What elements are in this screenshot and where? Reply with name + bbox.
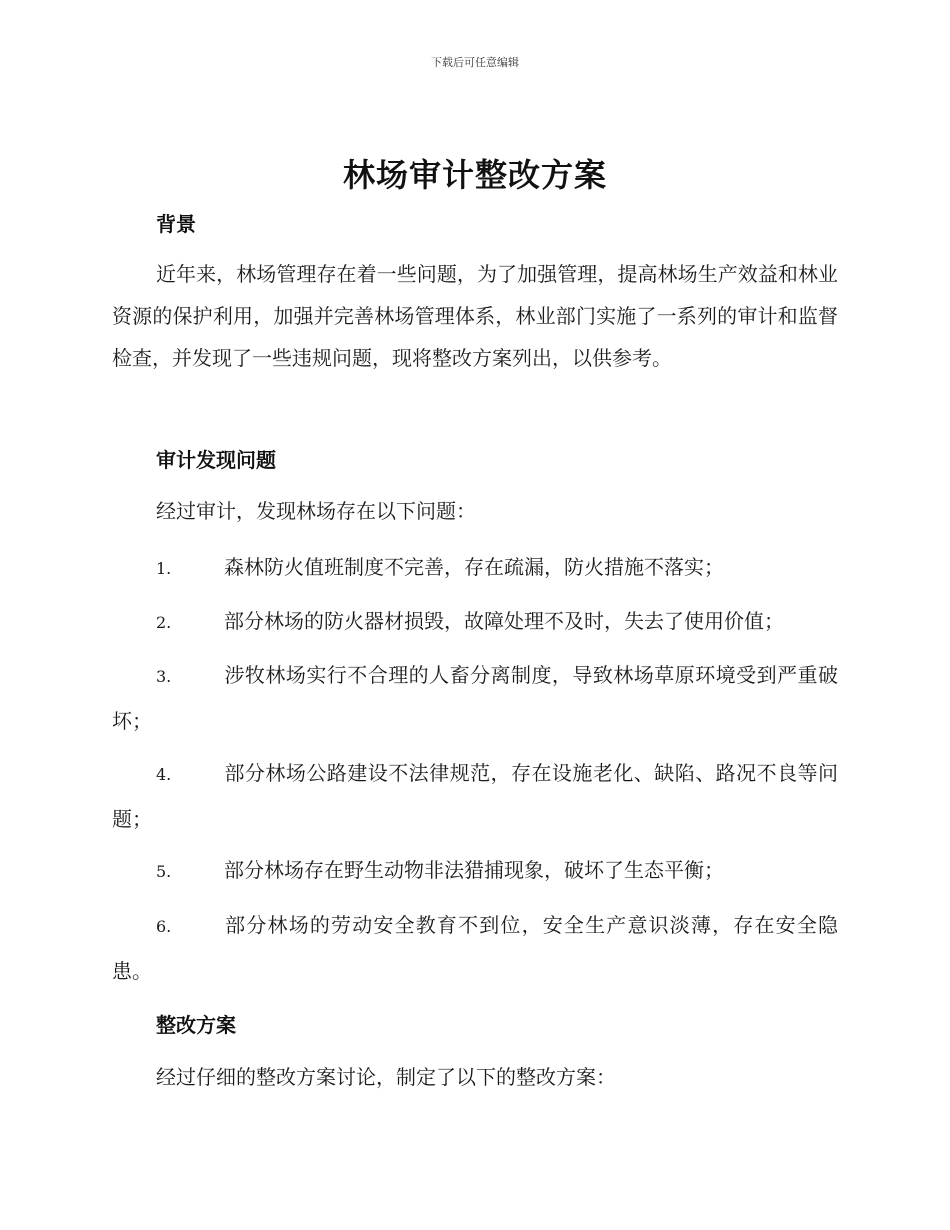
finding-item-number: 1.	[156, 559, 172, 578]
finding-item-text: 森林防火值班制度不完善，存在疏漏，防火措施不落实；	[224, 555, 724, 579]
finding-item-number: 3.	[156, 667, 172, 686]
background-paragraph: 近年来，林场管理存在着一些问题，为了加强管理，提高林场生产效益和林业资源的保护利用，加强并完善林场管理体系，林业部门实施了一系列的审计和监督检查，并发现了一些违规问题，现将整改方案列出，以供参考。	[112, 262, 838, 370]
finding-item-6	[112, 903, 838, 993]
finding-item-1	[112, 545, 838, 591]
finding-item-number: 2.	[156, 613, 172, 632]
section-heading-rectification: 整改方案	[156, 1013, 236, 1037]
finding-item-text: 部分林场公路建设不法律规范，存在设施老化、缺陷、路况不良等问题；	[112, 761, 838, 831]
finding-item-text: 部分林场的防火器材损毁，故障处理不及时，失去了使用价值；	[224, 609, 784, 633]
header-note: 下载后可任意编辑	[431, 56, 519, 69]
rectification-intro: 经过仔细的整改方案讨论，制定了以下的整改方案：	[156, 1065, 616, 1089]
finding-item-5	[112, 848, 838, 894]
document-title: 林场审计整改方案	[342, 156, 607, 194]
finding-item-text: 涉牧林场实行不合理的人畜分离制度，导致林场草原环境受到严重破坏；	[112, 663, 838, 733]
finding-item-number: 6.	[156, 917, 172, 936]
finding-item-text: 部分林场存在野生动物非法猎捕现象，破坏了生态平衡；	[224, 858, 724, 882]
finding-item-2	[112, 599, 838, 645]
section-heading-findings: 审计发现问题	[156, 448, 276, 472]
finding-item-text: 部分林场的劳动安全教育不到位，安全生产意识淡薄，存在安全隐患。	[112, 913, 838, 983]
finding-item-number: 5.	[156, 862, 172, 881]
finding-item-3	[112, 653, 838, 743]
finding-item-4	[112, 751, 838, 841]
section-heading-background: 背景	[156, 212, 196, 236]
findings-intro: 经过审计，发现林场存在以下问题：	[156, 499, 476, 523]
finding-item-number: 4.	[156, 765, 172, 784]
